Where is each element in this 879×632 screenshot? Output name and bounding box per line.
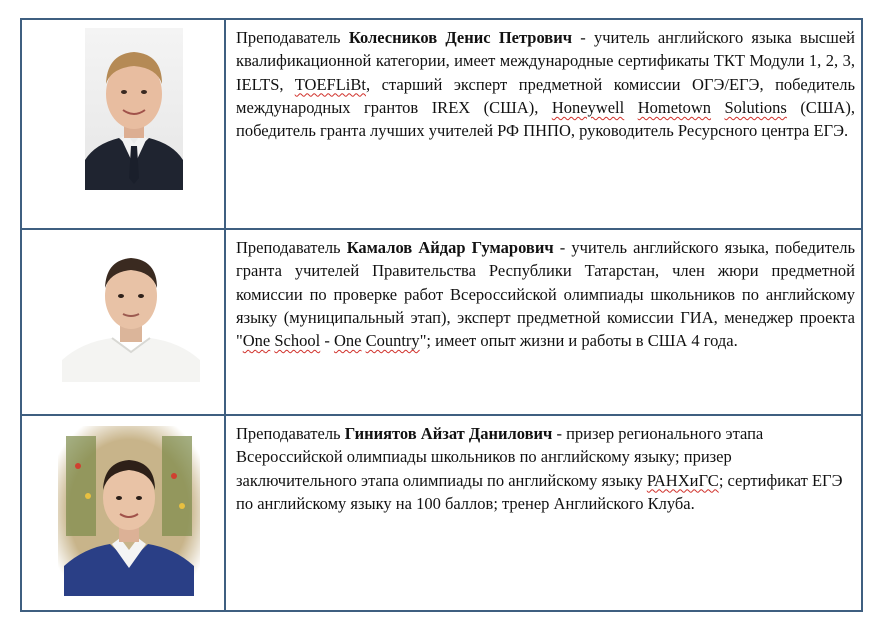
teacher-photo (62, 248, 200, 382)
teacher-row (22, 20, 861, 230)
teacher-row (22, 416, 861, 610)
spellcheck-word: Honeywell (551, 97, 625, 117)
photo-cell (22, 230, 226, 414)
teacher-bio (624, 98, 637, 117)
teacher-description (236, 236, 855, 352)
teacher-bio (711, 98, 724, 117)
spellcheck-word: РАНХиГС (646, 470, 719, 490)
spellcheck-word: TOEFLiBt (294, 74, 366, 94)
teacher-bio: ; сертификат ЕГЭ по английскому языку на 100 баллов; тренер Английского Клуба. (236, 470, 843, 513)
spellcheck-word: Country (365, 331, 420, 351)
teacher-photo (58, 426, 200, 596)
teacher-description (236, 26, 855, 142)
teacher-name: Камалов Айдар Гумарович (346, 238, 554, 257)
teacher-bio: , старший эксперт предметной комиссии ОГЭ/ЕГЭ, победитель международных грантов IREX (США), (236, 74, 855, 117)
teacher-bio: - (320, 331, 334, 351)
teacher-description (236, 422, 855, 515)
teacher-bio: "; имеет опыт жизни и работы в США 4 года. (419, 331, 738, 351)
teacher-role: Преподаватель (236, 424, 341, 443)
spellcheck-word: One (333, 331, 362, 351)
teacher-bio: (США), победитель гранта лучших учителей РФ ПНПО, руководитель Ресурсного центра ЕГЭ. (236, 97, 855, 141)
teacher-role: Преподаватель (236, 28, 341, 47)
photo-cell (22, 20, 226, 228)
teacher-name: Гиниятов Айзат Данилович (344, 424, 553, 443)
teacher-row (22, 230, 861, 416)
teacher-bio: - учитель английского языка высшей квалификационной категории, имеет международные сертификаты ТКТ Модули 1, 2, 3, IELTS, (236, 28, 855, 94)
spellcheck-word: Hometown (637, 97, 712, 117)
spellcheck-word: School (274, 331, 321, 351)
teacher-photo (85, 28, 183, 190)
teacher-role: Преподаватель (236, 238, 341, 257)
teacher-name: Колесников Денис Петрович (348, 28, 573, 47)
spellcheck-word: One (242, 331, 271, 351)
teachers-table (20, 18, 863, 612)
teacher-bio: - призер регионального этапа Всероссийской олимпиады школьников по английскому языку; призер заключительного этапа олимпиады по английскому языку (236, 424, 764, 490)
photo-cell (22, 416, 226, 610)
teacher-bio: - учитель английского языка, победитель гранта учителей Правительства Республики Татарстан, член жюри предметной комиссии по проверке работ Всероссийской олимпиады школьников по английскому языку (муниципальный этап), эксперт предметной комиссии ГИА, менеджер проекта " (236, 238, 855, 351)
spellcheck-word: Solutions (724, 97, 787, 117)
